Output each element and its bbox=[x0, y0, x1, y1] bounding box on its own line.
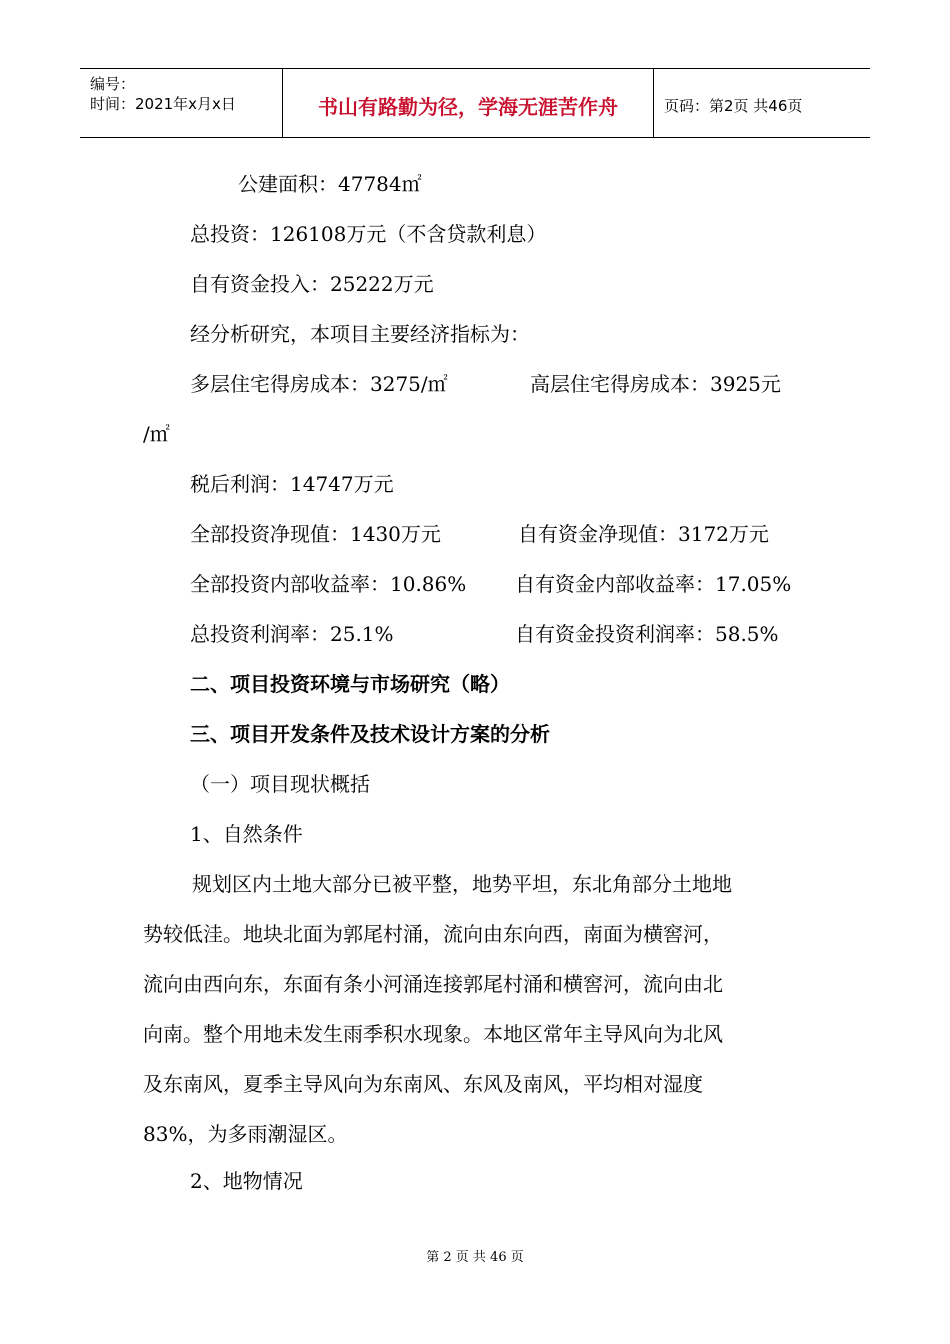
section-heading-2: 二、项目投资环境与市场研究（略） bbox=[190, 672, 510, 696]
total-investment-irr: 全部投资内部收益率：10.86% bbox=[190, 572, 467, 596]
header-info-cell bbox=[80, 69, 283, 137]
multistory-housing-cost: 多层住宅得房成本：3275/㎡ bbox=[190, 372, 448, 396]
own-funds-input: 自有资金投入：25222万元 bbox=[190, 272, 434, 296]
document-number-label: 编号： bbox=[90, 75, 136, 93]
own-funds-profit-rate: 自有资金投资利润率：58.5% bbox=[515, 622, 779, 646]
page-footer: 第 2 页 共 46 页 bbox=[426, 1250, 524, 1265]
header-page-cell bbox=[654, 69, 870, 137]
subsection-heading-1: （一）项目现状概括 bbox=[190, 772, 370, 796]
item-heading-natural-conditions: 1、自然条件 bbox=[190, 822, 303, 846]
paragraph-line: 83%，为多雨潮湿区。 bbox=[143, 1122, 348, 1146]
paragraph-line: 规划区内土地大部分已被平整，地势平坦，东北角部分土地地 bbox=[192, 872, 732, 896]
paragraph-line: 势较低洼。地块北面为郭尾村涌，流向由东向西，南面为横窖河， bbox=[143, 922, 723, 946]
paragraph-line: 及东南风，夏季主导风向为东南风、东风及南风，平均相对湿度 bbox=[143, 1072, 703, 1096]
economic-indicators-intro: 经分析研究，本项目主要经济指标为： bbox=[190, 322, 530, 346]
own-funds-npv: 自有资金净现值：3172万元 bbox=[518, 522, 769, 546]
own-funds-irr: 自有资金内部收益率：17.05% bbox=[515, 572, 792, 596]
total-investment: 总投资：126108万元（不含贷款利息） bbox=[190, 222, 547, 246]
paragraph-line: 向南。整个用地未发生雨季积水现象。本地区常年主导风向为北风 bbox=[143, 1022, 723, 1046]
page-header bbox=[80, 68, 870, 138]
after-tax-profit: 税后利润：14747万元 bbox=[190, 472, 394, 496]
total-investment-npv: 全部投资净现值：1430万元 bbox=[190, 522, 441, 546]
public-building-area: 公建面积：47784㎡ bbox=[238, 172, 422, 196]
header-motto: 书山有路勤为径，学海无涯苦作舟 bbox=[318, 95, 618, 119]
header-motto-cell bbox=[283, 69, 654, 137]
highrise-housing-cost-unit: /㎡ bbox=[143, 422, 170, 446]
section-heading-3: 三、项目开发条件及技术设计方案的分析 bbox=[190, 722, 550, 746]
item-heading-ground-features: 2、地物情况 bbox=[190, 1169, 303, 1193]
highrise-housing-cost: 高层住宅得房成本：3925元 bbox=[530, 372, 781, 396]
header-page-info: 页码：第2页 共46页 bbox=[664, 97, 803, 115]
document-date: 时间：2021年x月x日 bbox=[90, 95, 236, 113]
total-investment-profit-rate: 总投资利润率：25.1% bbox=[190, 622, 394, 646]
paragraph-line: 流向由西向东，东面有条小河涌连接郭尾村涌和横窖河，流向由北 bbox=[143, 972, 723, 996]
